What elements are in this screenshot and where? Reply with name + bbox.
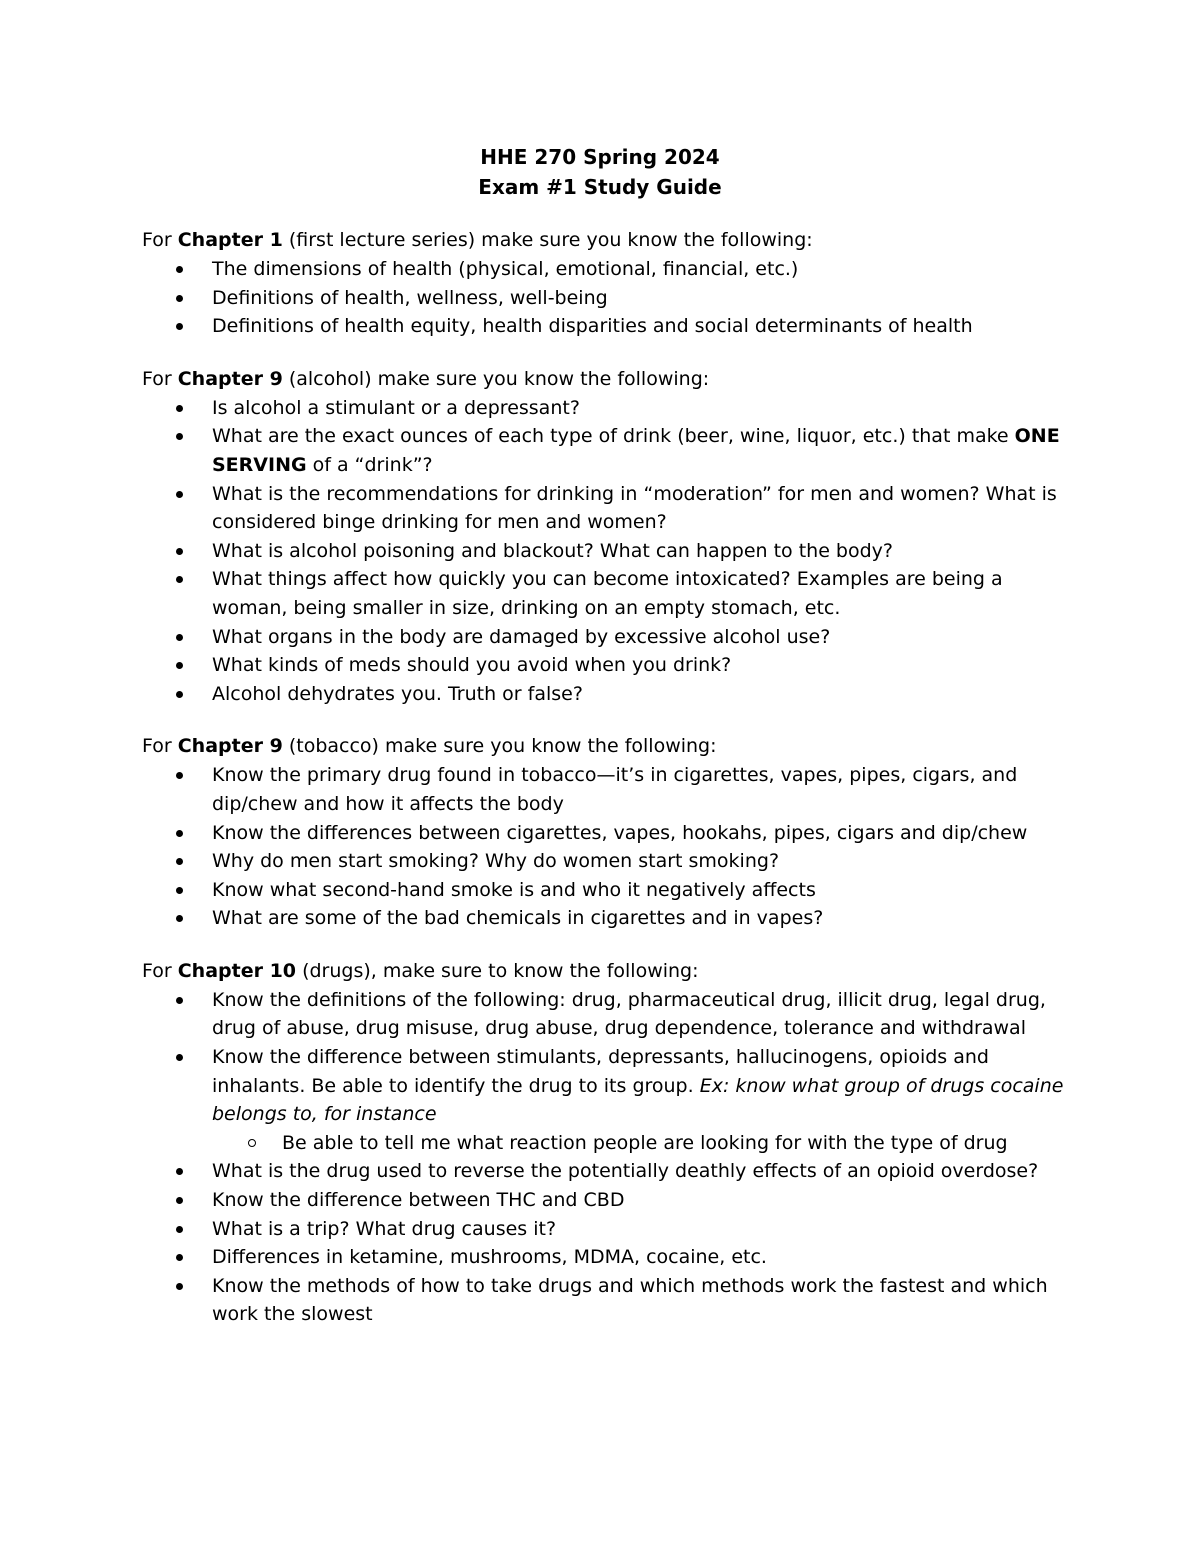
list-item: What is a trip? What drug causes it?: [142, 1215, 1070, 1244]
list-item: Is alcohol a stimulant or a depressant?: [142, 394, 1070, 423]
list-item: The dimensions of health (physical, emotional, financial, etc.): [142, 255, 1070, 284]
sub-bullet-list: [142, 1129, 1070, 1158]
bullet-list: [142, 255, 1070, 341]
list-item: Differences in ketamine, mushrooms, MDMA, cocaine, etc.: [142, 1243, 1070, 1272]
list-item: Definitions of health equity, health disparities and social determinants of health: [142, 312, 1070, 341]
list-item: What is the drug used to reverse the potentially deathly effects of an opioid overdose?: [142, 1157, 1070, 1186]
section-intro: For Chapter 9 (alcohol) make sure you know the following:: [142, 367, 710, 390]
bullet-list: [142, 1157, 1070, 1329]
section-intro: For Chapter 9 (tobacco) make sure you know the following:: [142, 735, 717, 758]
chapter-label: Chapter 10: [177, 959, 297, 982]
list-item: Know the definitions of the following: drug, pharmaceutical drug, illicit drug, legal drug, drug of abuse, drug misuse, drug abuse, drug dependence, tolerance and withdrawal: [142, 986, 1070, 1043]
bullet-list: [142, 761, 1070, 933]
chapter-label: Chapter 9: [177, 735, 283, 758]
section-intro: For Chapter 10 (drugs), make sure to know the following:: [142, 959, 699, 982]
list-item: What is alcohol poisoning and blackout? What can happen to the body?: [142, 537, 1070, 566]
sub-list-item: Be able to tell me what reaction people are looking for with the type of drug: [142, 1129, 1070, 1158]
list-item: What are some of the bad chemicals in cigarettes and in vapes?: [142, 904, 1070, 933]
section-chapter-9-tobacco: [142, 732, 1070, 933]
list-item: What kinds of meds should you avoid when you drink?: [142, 651, 1070, 680]
list-item: Know the primary drug found in tobacco—it’s in cigarettes, vapes, pipes, cigars, and dip/chew and how it affects the body: [142, 761, 1070, 818]
one-serving-emphasis: ONE SERVING: [212, 425, 1060, 476]
title-course: HHE 270 Spring 2024: [480, 145, 720, 169]
list-item: Know the differences between cigarettes, vapes, hookahs, pipes, cigars and dip/chew: [142, 819, 1070, 848]
list-item: Definitions of health, wellness, well-being: [142, 284, 1070, 313]
bullet-list: [142, 986, 1070, 1129]
list-item: Know the methods of how to take drugs and which methods work the fastest and which work the slowest: [142, 1272, 1070, 1329]
list-item: Know what second-hand smoke is and who it negatively affects: [142, 876, 1070, 905]
list-item: Why do men start smoking? Why do women start smoking?: [142, 847, 1070, 876]
list-item-drug-groups: Know the difference between stimulants, depressants, hallucinogens, opioids and inhalants. Be able to identify the drug to its group. Ex: know what group of drugs cocaine belongs to, for instance: [142, 1043, 1070, 1129]
title-exam: Exam #1 Study Guide: [478, 175, 722, 199]
section-intro: For Chapter 1 (first lecture series) make sure you know the following:: [142, 229, 813, 251]
bullet-list: [142, 394, 1070, 709]
list-item: What organs in the body are damaged by excessive alcohol use?: [142, 623, 1070, 652]
chapter-label: Chapter 1: [177, 229, 283, 251]
document-title: [130, 142, 1070, 202]
example-note: Ex: know what group of drugs cocaine belongs to, for instance: [212, 1074, 1064, 1126]
list-item: What is the recommendations for drinking in “moderation” for men and women? What is considered binge drinking for men and women?: [142, 480, 1070, 537]
chapter-label: Chapter 9: [177, 367, 283, 390]
section-chapter-9-alcohol: [142, 365, 1070, 709]
section-chapter-1: [142, 226, 1070, 341]
list-item: What things affect how quickly you can become intoxicated? Examples are being a woman, being smaller in size, drinking on an empty stomach, etc.: [142, 565, 1070, 622]
list-item: Know the difference between THC and CBD: [142, 1186, 1070, 1215]
section-chapter-10-drugs: [142, 957, 1070, 1329]
list-item-serving: What are the exact ounces of each type of drink (beer, wine, liquor, etc.) that make ONE SERVING of a “drink”?: [142, 422, 1070, 479]
list-item: Alcohol dehydrates you. Truth or false?: [142, 680, 1070, 709]
